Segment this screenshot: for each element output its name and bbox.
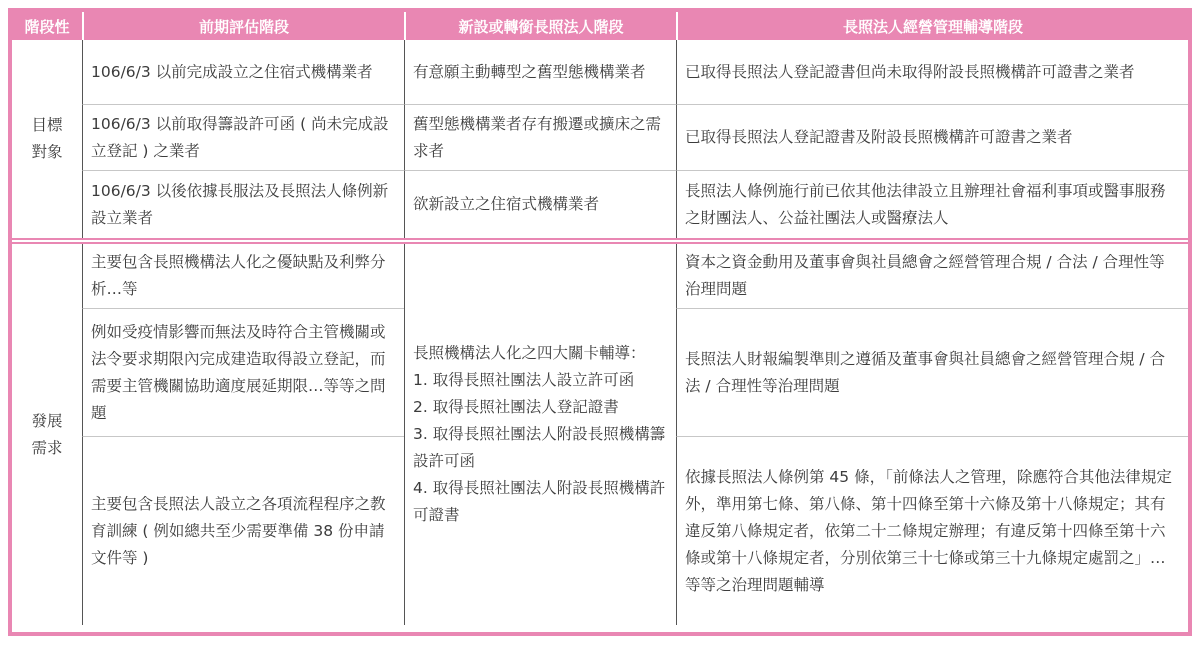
target-new-1: 有意願主動轉型之舊型態機構業者 <box>404 40 676 104</box>
development-pre-3: 主要包含長照法人設立之各項流程程序之教育訓練 ( 例如總共至少需要準備 38 份申請文件等 ) <box>82 436 404 625</box>
header-pre-assessment: 前期評估階段 <box>82 12 404 40</box>
target-new-2: 舊型態機構業者存有搬遷或擴床之需求者 <box>404 104 676 170</box>
development-new-step-1: 1. 取得長照社團法人設立許可函 <box>413 371 635 389</box>
target-ops-1: 已取得長照法人登記證書但尚未取得附設長照機構許可證書之業者 <box>676 40 1188 104</box>
stage-label-development: 發展需求 <box>31 411 63 457</box>
development-new-step-3: 3. 取得長照社團法人附設長照機構籌設許可函 <box>413 425 666 470</box>
development-pre-1: 主要包含長照機構法人化之優缺點及利弊分析…等 <box>82 244 404 308</box>
development-new-intro: 長照機構法人化之四大關卡輔導： <box>413 344 646 362</box>
development-pre-2: 例如受疫情影響而無法及時符合主管機關或法令要求期限內完成建造取得設立登記，而需要主管機關協助適度展延期限…等等之問題 <box>82 308 404 436</box>
header-new-or-transition: 新設或轉銜長照法人階段 <box>404 12 676 40</box>
development-new-list <box>413 340 668 529</box>
target-ops-2: 已取得長照法人登記證書及附設長照機構許可證書之業者 <box>676 104 1188 170</box>
development-ops-3: 依據長照法人條例第 45 條，「前條法人之管理，除應符合其他法律規定外，準用第七條、第八條、第十四條至第十六條及第十八條規定；其有違反第八條規定者，依第二十二條規定辦理；有違反第十四條至第十六條或第十八條規定者，分別依第三十七條或第三十九條規定處罰之」…等等之治理問題輔導 <box>676 436 1188 625</box>
target-ops-3: 長照法人條例施行前已依其他法律設立且辦理社會福利事項或醫事服務之財團法人、公益社團法人或醫療法人 <box>676 170 1188 238</box>
development-new-step-2: 2. 取得長照社團法人登記證書 <box>413 398 619 416</box>
table-grid <box>12 12 1188 632</box>
development-new-steps <box>404 244 676 625</box>
header-operations: 長照法人經營管理輔導階段 <box>676 12 1188 40</box>
development-new-step-4: 4. 取得長照社團法人附設長照機構許可證書 <box>413 479 666 524</box>
target-pre-1: 106/6/3 以前完成設立之住宿式機構業者 <box>82 40 404 104</box>
stage-label-target: 目標對象 <box>31 116 63 161</box>
development-ops-1: 資本之資金動用及董事會與社員總會之經營管理合規 / 合法 / 合理性等治理問題 <box>676 244 1188 308</box>
header-stage: 階段性 <box>12 12 82 40</box>
target-pre-3: 106/6/3 以後依據長服法及長照法人條例新設立業者 <box>82 170 404 238</box>
target-pre-2: 106/6/3 以前取得籌設許可函 ( 尚未完成設立登記 ) 之業者 <box>82 104 404 170</box>
comparison-table <box>8 8 1192 636</box>
target-new-3: 欲新設立之住宿式機構業者 <box>404 170 676 238</box>
development-ops-2: 長照法人財報編製準則之遵循及董事會與社員總會之經營管理合規 / 合法 / 合理性等治理問題 <box>676 308 1188 436</box>
